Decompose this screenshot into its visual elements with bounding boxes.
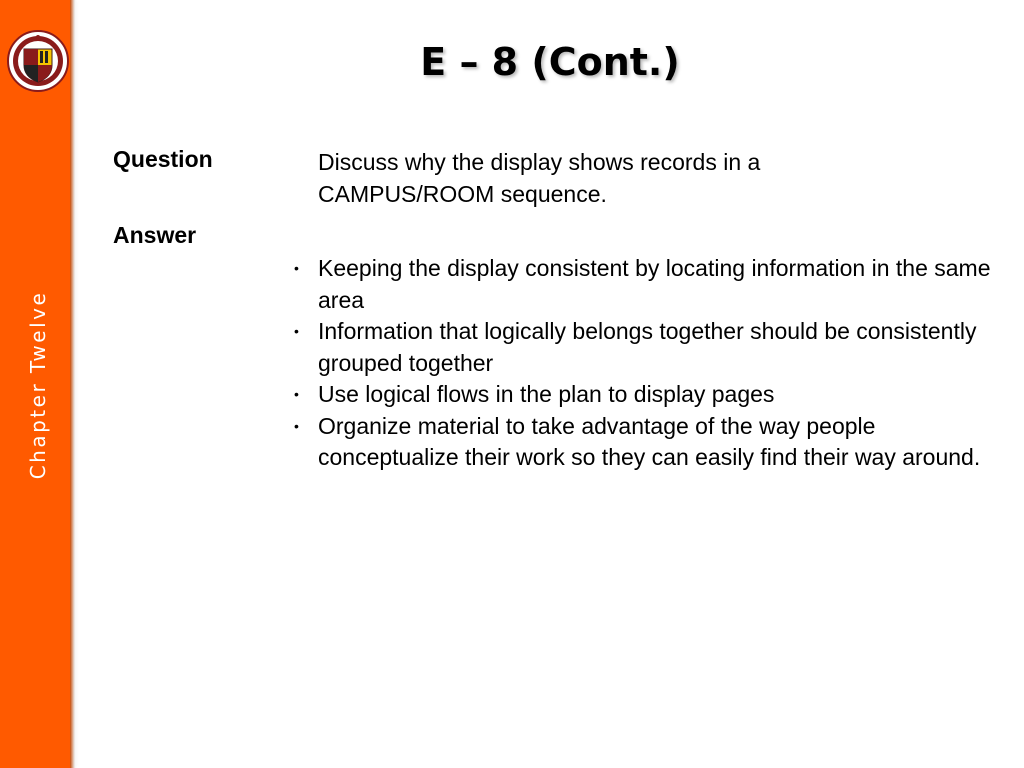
question-text: Discuss why the display shows records in a CAMPUS/ROOM sequence. (318, 149, 761, 207)
list-item (294, 411, 998, 474)
university-seal-icon (7, 25, 69, 97)
answer-label: Answer (113, 222, 197, 248)
answer-bullet-list (294, 253, 998, 474)
bullet-text: Organize material to take advantage of the way people conceptualize their work so they can easily find their way around. (318, 412, 981, 470)
bullet-dot-icon: • (294, 386, 299, 402)
bullet-dot-icon: • (294, 417, 299, 434)
bullet-dot-icon: • (294, 260, 299, 276)
sidebar-edge (70, 0, 76, 768)
bullet-text: Use logical flows in the plan to display pages (318, 381, 775, 407)
bullet-dot-icon: • (294, 323, 299, 339)
list-item (294, 379, 998, 411)
list-item (294, 253, 998, 316)
bullet-text: Keeping the display consistent by locating information in the same area (318, 255, 991, 313)
sidebar (0, 0, 70, 768)
bullet-text: Information that logically belongs together should be consistently grouped together (318, 318, 977, 376)
slide-title: E – 8 (Cont.) (420, 40, 680, 84)
question-label: Question (113, 146, 213, 172)
chapter-label: Chapter Twelve (26, 290, 50, 480)
list-item (294, 316, 998, 379)
